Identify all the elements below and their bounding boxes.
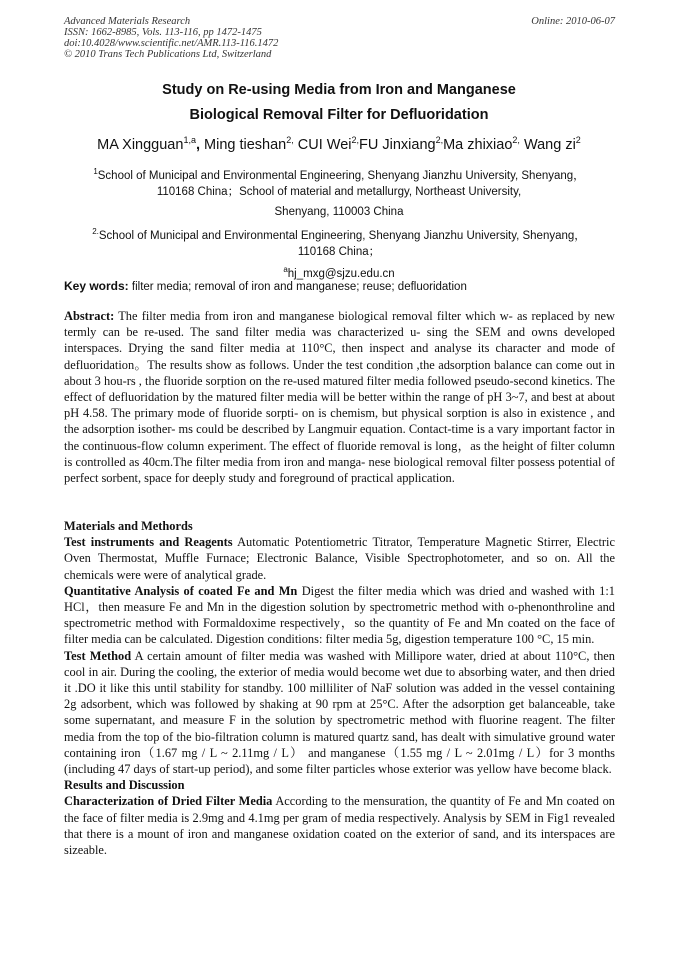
publication-info [64, 16, 278, 60]
affiliation-mark: 1 [93, 167, 98, 176]
paragraph [64, 648, 615, 778]
author-list [64, 135, 614, 153]
section-heading [64, 777, 615, 793]
author-separator: , [195, 137, 205, 153]
paper-title-line-2: Biological Removal Filter for Defluoridation [189, 107, 489, 123]
author-affiliation-mark: 2 [575, 135, 581, 145]
author-affiliation-mark: 1,a [183, 135, 196, 145]
affiliation-line: 110168 China；School of material and metallurgy, Northeast University, [156, 186, 522, 198]
affiliation-text: School of Municipal and Environmental Engineering, Shenyang Jianzhu University, Shenyang， [98, 230, 586, 242]
author-affiliation-mark: 2, [351, 135, 360, 145]
paragraph-label: Quantitative Analysis of coated Fe and Mn [64, 583, 298, 598]
author-name: FU Jinxiang [359, 137, 436, 153]
paragraph-label: Characterization of Dried Filter Media [64, 794, 273, 809]
author-name: Ma zhixiao [443, 137, 513, 153]
affiliation-mark: 2. [92, 227, 99, 236]
paragraph-text: Digest the filter media which was dried and washed with 1:1 HCl，then measure Fe and Mn in the digestion solution by spectrometric method with o-phenonthroline and spectrometric method with Formaldoxime respectively，so the quantity of Fe and Mn coated on the face of filter media can be calculated. Digestion conditions: filter media 5g, digestion temperature 100 °C, 15 min. [64, 583, 616, 647]
affiliation-line [64, 164, 614, 184]
section-heading [64, 518, 615, 534]
abstract [64, 308, 615, 486]
paragraph-text: A certain amount of filter media was washed with Millipore water, dried at about 110°C, then cool in air. During the cooling, the exterior of media would become wet due to absorbing water, and then dried it .DO it like this until stability for standby. 100 milliliter of NaF solution was added in the vessel containing 2g adsorbent, which was followed by shaking at 90 rpm at 25°C. After the adsorption get balanceable, take some supernatant, and measure F in the solution by spectrometric method with fluorine reagent. The filter media from the top of the bio-filtration column is matured quartz sand, has dealt with simulative ground water containing iron（1.67 mg / L ~ 2.11mg / L） and manganese（1.55 mg / L ~ 2.01mg / L）for 3 months (including 47 days of start-up period), and some filter particles whose exterior was yellow have become black. [64, 648, 615, 777]
section-heading-text: Results and Discussion [64, 778, 185, 793]
author-affiliation-mark: 2, [435, 135, 444, 145]
affiliation-line [64, 224, 614, 244]
section-heading-text: Materials and Methords [64, 519, 193, 533]
online-date: Online: 2010-06-07 [531, 16, 615, 27]
author-name: MA Xingguan [97, 137, 184, 153]
affiliation-line: 110168 China； [297, 246, 381, 258]
abstract-text: The filter media from iron and manganese biological removal filter which w- as replaced by new termly can be re-used. The sand filter media was characterized u- sing the SEM and owns developed interspaces. Drying the sand filter media at 110°C, then inspect and analyse its character and mode of defluoridation。The results show as follows. Under the test condition ,the adsorption balance can come out in about 3 hou-rs , the fluoride sorption on the re-used matured filter media followed pseudo-second kinetics. The effect of defluoridation by the matured filter media will be better within the range of pH 3~7, and best at about pH 4.58. The primary mode of fluoride sorpti- on is chemism, but physical sorption is also in existence , and the adsorption isother- ms could be described by Langmuir equation. Contact-time is a vary important factor in the continuous-flow column experiment. The effect of fluoride removal is long，as the height of filter column is controlled as 40cm.The filter media from iron and manga- nese biological removal filter possess potential of perfect sorbent, space for deeply study and foreground of practical application. [64, 309, 615, 486]
email-mark: a [283, 265, 288, 274]
affiliation-2 [64, 224, 614, 260]
keywords [64, 279, 624, 293]
copyright-line: © 2010 Trans Tech Publications Ltd, Switzerland [64, 49, 272, 60]
journal-name: Advanced Materials Research [64, 16, 191, 27]
author-name: CUI Wei [293, 137, 352, 153]
paragraph-text: According to the mensuration, the quantity of Fe and Mn coated on the face of filter media is 2.9mg and 4.1mg per gram of media respectively. Analysis by SEM in Fig1 revealed that there is a mount of iron and manganese oxidation coated on the exterior of sand, and its interspaces are sizeable. [64, 794, 616, 858]
author-name: Ming tieshan [204, 137, 287, 153]
paragraph [64, 534, 615, 583]
paragraph-label: Test instruments and Reagents [64, 535, 233, 550]
paragraph-text: Automatic Potentiometric Titrator, Temperature Magnetic Stirrer, Electric Oven Thermostat, Muffle Furnace; Electronic Balance, Visible Spectrophotometer, and so on. All the chemicals were were of analytical grade. [64, 535, 615, 582]
affiliation-text: School of Municipal and Environmental Engineering, Shenyang Jianzhu University, Shenyang， [97, 170, 585, 182]
affiliation-1-city: Shenyang, 110003 China [274, 206, 404, 218]
doi-line: doi:10.4028/www.scientific.net/AMR.113-116.1472 [64, 38, 279, 49]
author-name: Wang zi [519, 137, 576, 153]
issn-line: ISSN: 1662-8985, Vols. 113-116, pp 1472-1475 [64, 27, 262, 38]
abstract-label: Abstract: [64, 309, 115, 323]
materials-section [64, 518, 615, 858]
paper-title-line-1: Study on Re-using Media from Iron and Manganese [162, 82, 516, 98]
keywords-text: filter media; removal of iron and manganese; reuse; defluoridation [128, 281, 467, 293]
keywords-label: Key words: [64, 279, 129, 293]
author-affiliation-mark: 2, [512, 135, 520, 145]
paragraph [64, 793, 615, 858]
paragraph [64, 583, 615, 648]
paragraph-label: Test Method [64, 648, 132, 663]
email-address: hj_mxg@sjzu.edu.cn [287, 268, 395, 280]
affiliation-1 [64, 164, 614, 200]
author-affiliation-mark: 2, [286, 135, 294, 145]
